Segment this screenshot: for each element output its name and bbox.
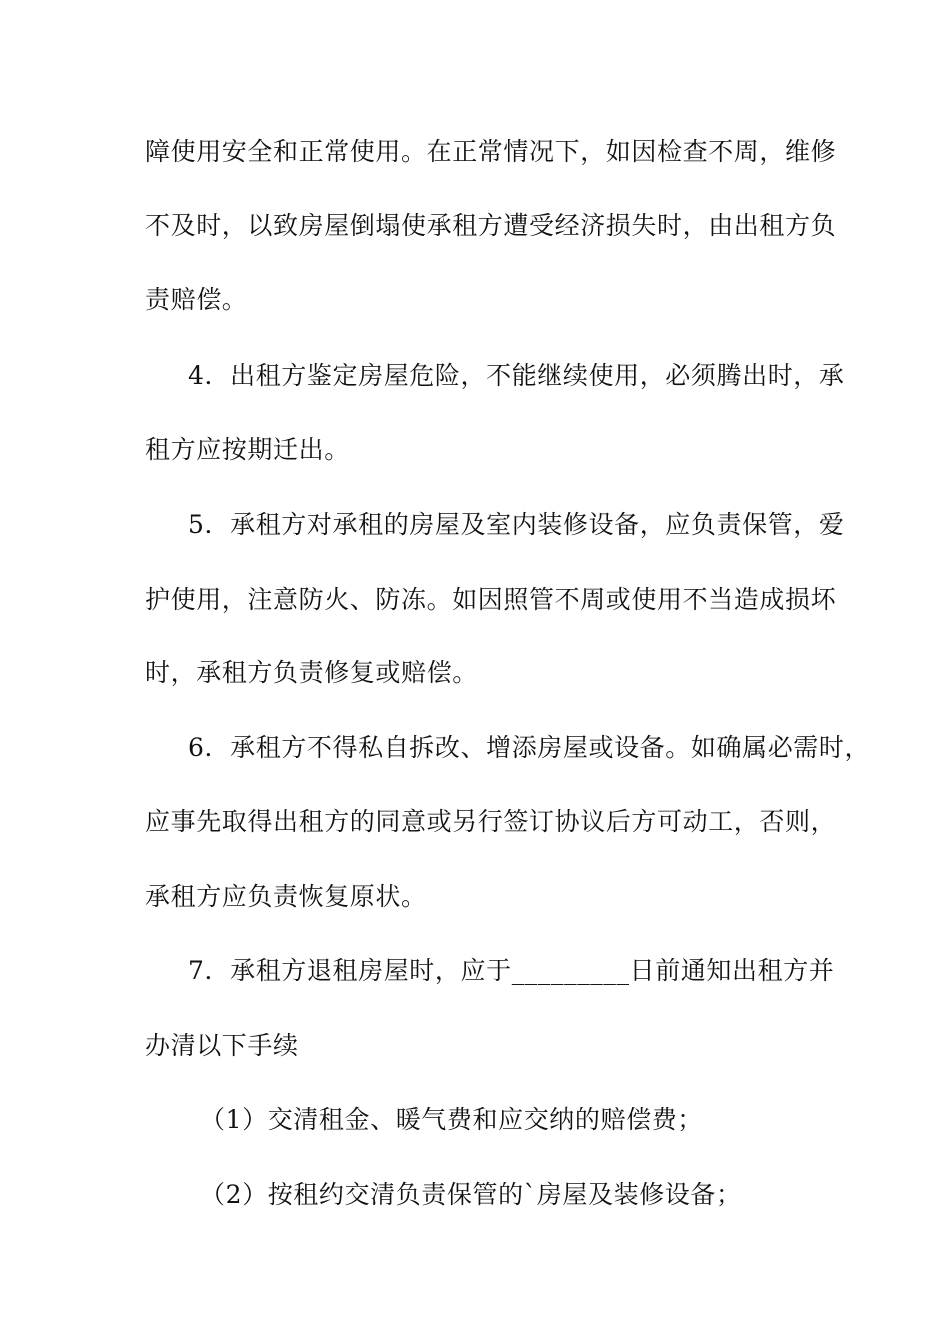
paragraph-line: 不及时，以致房屋倒塌使承租方遭受经济损失时，由出租方负 — [145, 211, 837, 240]
paragraph-line: 办清以下手续 — [145, 1031, 299, 1060]
paragraph-line: 责赔偿。 — [145, 285, 248, 314]
paragraph-line: 应事先取得出租方的同意或另行签订协议后方可动工，否则， — [145, 807, 837, 836]
sub-item-2: （2）按租约交清负责保管的`房屋及装修设备； — [200, 1180, 742, 1209]
paragraph-line: 障使用安全和正常使用。在正常情况下，如因检查不周，维修 — [145, 137, 837, 166]
sub-item-1: （1）交清租金、暖气费和应交纳的赔偿费； — [200, 1105, 703, 1134]
clause-6-line: 6．承租方不得私自拆改、增添房屋或设备。如确属必需时， — [188, 733, 871, 762]
paragraph-line: 承租方应负责恢复原状。 — [145, 882, 427, 911]
paragraph-line: 护使用，注意防火、防冻。如因照管不周或使用不当造成损坏 — [145, 585, 837, 614]
clause-4-line: 4．出租方鉴定房屋危险，不能继续使用，必须腾出时，承 — [188, 361, 845, 390]
paragraph-line: 租方应按期迁出。 — [145, 435, 350, 464]
clause-5-line: 5．承租方对承租的房屋及室内装修设备，应负责保管，爱 — [188, 510, 845, 539]
paragraph-line: 时，承租方负责修复或赔偿。 — [145, 658, 478, 687]
clause-7-line: 7．承租方退租房屋时，应于_________日前通知出租方并 — [188, 956, 835, 985]
